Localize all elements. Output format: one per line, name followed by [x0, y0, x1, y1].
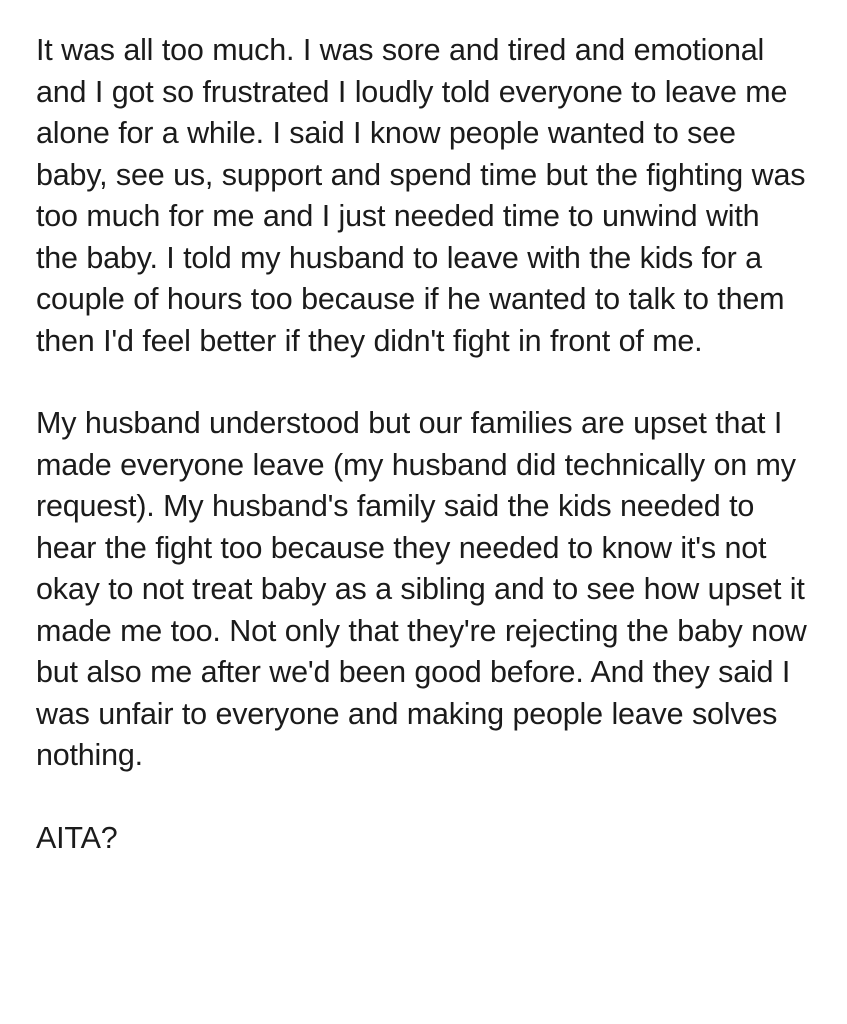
post-paragraph-1: It was all too much. I was sore and tired and emotional and I got so frustrated I loudly told everyone to leave me alone for a while. I said I know people wanted to see baby, see us, support and spend time but the fighting was too much for me and I just needed time to unwind with the baby. I told my husband to leave with the kids for a couple of hours too because if he wanted to talk to them then I'd feel better if they didn't fight in front of me. — [36, 33, 814, 358]
post-question: AITA? — [36, 820, 118, 855]
post-paragraph-2: My husband understood but our families are upset that I made everyone leave (my husband did technically on my request). My husband's family said the kids needed to hear the fight too because they needed to know it's not okay to not treat baby as a sibling and to see how upset it made me too. Not only that they're rejecting the baby now but also me after we'd been good before. And they said I was unfair to everyone and making people leave solves nothing. — [36, 406, 816, 772]
